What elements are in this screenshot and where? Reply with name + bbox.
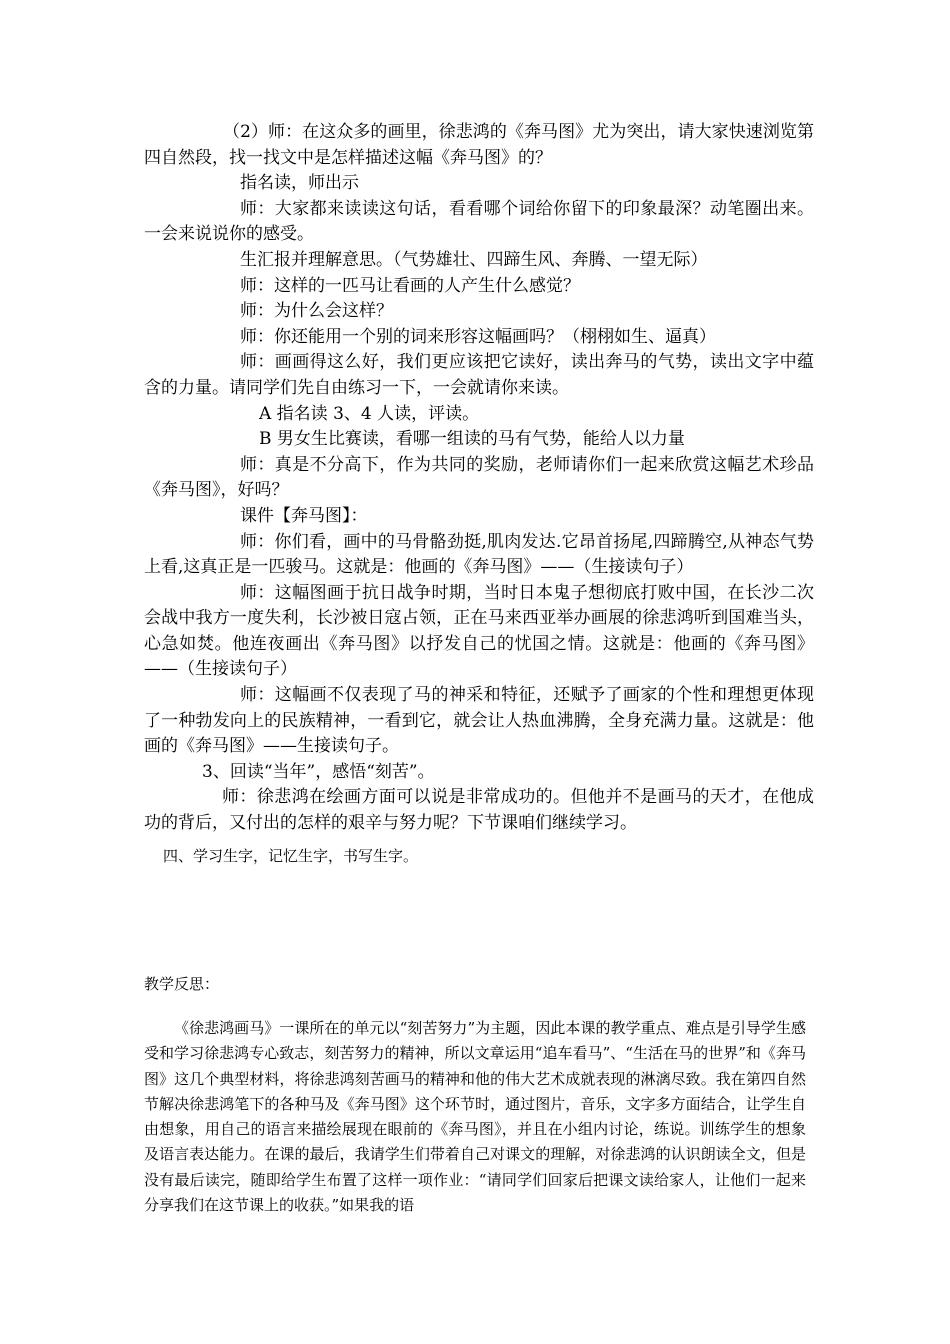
lesson-paragraph: 师：大家都来读读这句话，看看哪个词给你留下的印象最深？动笔圈出来。一会来说说你的感受。	[144, 198, 814, 245]
lesson-paragraph: 师：画画得这么好，我们更应该把它读好，读出奔马的气势，读出文字中蕴含的力量。请同学们先自由练习一下，一会就请你来读。	[144, 352, 814, 398]
lesson-paragraph: 师：这幅图画于抗日战争时期，当时日本鬼子想彻底打败中国，在长沙二次会战中我方一度失利，长沙被日寇占领，正在马来西亚举办画展的徐悲鸿听到国难当头，心急如焚。他连夜画出《奔马图》以抒发自己的忧国之情。这就是：他画的《奔马图》——（生接读句子）	[144, 582, 814, 680]
lesson-paragraph: 课件【奔马图】：	[240, 505, 368, 526]
section-four-heading: 四、学习生字，记忆生字，书写生字。	[163, 847, 419, 865]
lesson-paragraph: 师：为什么会这样？	[240, 301, 393, 322]
lesson-paragraph: B 男女生比赛读，看哪一组读的马有气势，能给人以力量	[259, 429, 685, 450]
lesson-paragraph: A 指名读 3、4 人读，评读。	[259, 403, 480, 424]
lesson-paragraph: 生汇报并理解意思。（气势雄壮、四蹄生风、奔腾、一望无际）	[240, 249, 708, 270]
lesson-paragraph: 3、回读“当年”，感悟“刻苦”。	[202, 761, 435, 782]
lesson-paragraph: 师：这幅画不仅表现了马的神采和特征，还赋予了画家的个性和理想更体现了一种勃发向上的民族精神，一看到它，就会让人热血沸腾，全身充满力量。这就是：他画的《奔马图》——生接读句子。	[144, 685, 814, 757]
lesson-paragraph: 指名读，师出示	[240, 173, 359, 194]
lesson-paragraph: 师：你还能用一个别的词来形容这幅画吗？（栩栩如生、逼真）	[240, 326, 716, 347]
lesson-paragraph: 师：真是不分高下，作为共同的奖励，老师请你们一起来欣赏这幅艺术珍品《奔马图》，好吗？	[144, 454, 814, 501]
lesson-paragraph: （2）师：在这众多的画里，徐悲鸿的《奔马图》尤为突出，请大家快速浏览第四自然段，找一找文中是怎样描述这幅《奔马图》的？	[144, 122, 814, 168]
lesson-paragraph: 师：徐悲鸿在绘画方面可以说是非常成功的。但他并不是画马的天才，在他成功的背后，又付出的怎样的艰辛与努力呢？下节课咱们继续学习。	[144, 787, 814, 834]
lesson-body	[144, 120, 814, 837]
lesson-paragraph: 师：你们看，画中的马骨骼劲挺,肌肉发达.它昂首扬尾,四蹄腾空,从神态气势上看,这真正是一匹骏马。这就是：他画的《奔马图》——（生接读句子）	[144, 531, 814, 578]
reflection-title: 教学反思：	[144, 975, 220, 993]
lesson-paragraph: 师：这样的一匹马让看画的人产生什么感觉？	[240, 275, 580, 296]
reflection-body: 《徐悲鸿画马》一课所在的单元以“刻苦努力”为主题，因此本课的教学重点、难点是引导学生感受和学习徐悲鸿专心致志，刻苦努力的精神，所以文章运用“追车看马”、“生活在马的世界”和《奔马图》这几个典型材料，将徐悲鸿刻苦画马的精神和他的伟大艺术成就表现的淋漓尽致。我在第四自然节解决徐悲鸿笔下的各种马及《奔马图》这个环节时，通过图片，音乐，文字多方面结合，让学生自由想象，用自己的语言来描绘展现在眼前的《奔马图》，并且在小组内讨论，练说。训练学生的想象及语言表达能力。在课的最后，我请学生们带着自己对课文的理解，对徐悲鸿的认识朗读全文，但是没有最后读完，随即给学生布置了这样一项作业：“请同学们回家后把课文读给家人，让他们一起来分享我们在这节课上的收获。”如果我的语	[144, 1019, 806, 1215]
